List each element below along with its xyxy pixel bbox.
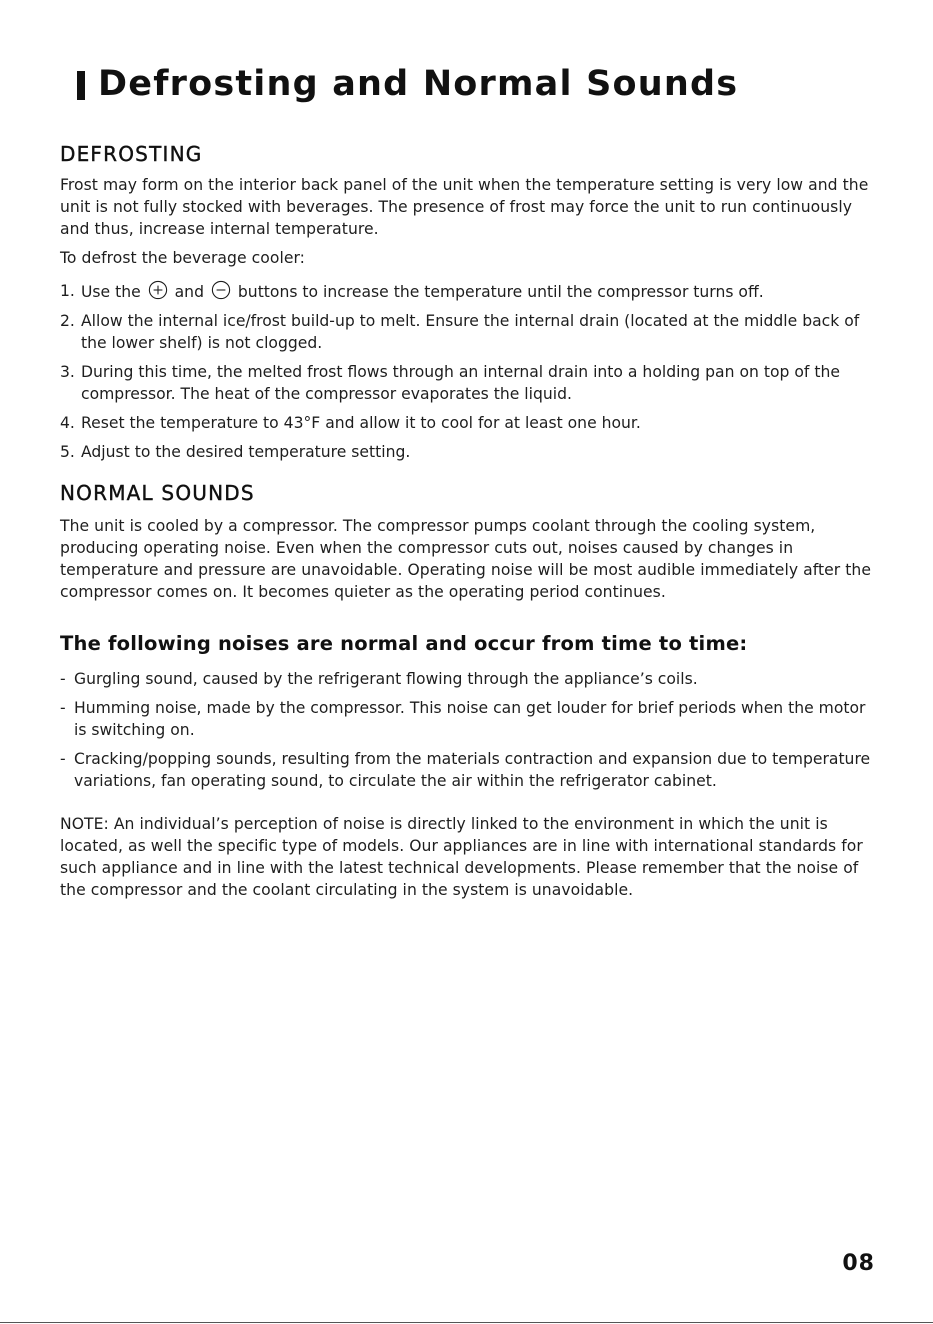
- normal-sounds-body: The unit is cooled by a compressor. The compressor pumps coolant through the cooling system, producing operating noise. Even when the compressor cuts out, noises caused by changes in temperature and pressure are unavoidable. Operating noise will be most audible immediately after the compressor comes on. It becomes quieter as the operating period continues.: [60, 517, 872, 601]
- page-title-text: Defrosting and Normal Sounds: [98, 64, 739, 104]
- defrosting-heading: DEFROSTING: [60, 142, 203, 166]
- normal-noises-list: [60, 668, 875, 799]
- list-item: [60, 697, 875, 741]
- noise-item-text: Humming noise, made by the compressor. This noise can get louder for brief periods when the motor is switching on.: [74, 699, 866, 739]
- step-number: 3.: [60, 363, 75, 381]
- list-item: [60, 310, 875, 354]
- normal-sounds-heading: NORMAL SOUNDS: [60, 481, 255, 505]
- step-text-pre: Use the: [81, 283, 141, 301]
- step-text: Adjust to the desired temperature setting.: [81, 443, 411, 461]
- plus-circle-icon: [148, 280, 168, 300]
- step-text: Allow the internal ice/frost build-up to melt. Ensure the internal drain (located at the middle back of the lower shelf) is not clogged.: [81, 312, 860, 352]
- defrost-steps-list: [60, 280, 875, 470]
- footer-divider: [0, 1322, 933, 1323]
- list-item: [60, 441, 875, 463]
- defrosting-intro: Frost may form on the interior back panel of the unit when the temperature setting is very low and the unit is not fully stocked with beverages. The presence of frost may force the unit to run continuously and thus, increase internal temperature.: [60, 176, 869, 238]
- list-item: [60, 361, 875, 405]
- step-text: During this time, the melted frost flows through an internal drain into a holding pan on top of the compressor. The heat of the compressor evaporates the liquid.: [81, 363, 840, 403]
- minus-circle-icon: [211, 280, 231, 300]
- title-accent-bar: [77, 71, 85, 100]
- step-number: 1.: [60, 282, 75, 300]
- step-number: 5.: [60, 443, 75, 461]
- defrosting-lead: To defrost the beverage cooler:: [60, 249, 305, 267]
- step-number: 2.: [60, 312, 75, 330]
- noise-item-text: Gurgling sound, caused by the refrigerant flowing through the appliance’s coils.: [74, 670, 698, 688]
- step-number: 4.: [60, 414, 75, 432]
- dash-bullet: -: [60, 699, 66, 717]
- step-text-post: buttons to increase the temperature until the compressor turns off.: [237, 283, 764, 301]
- dash-bullet: -: [60, 750, 66, 768]
- step-text: Reset the temperature to 43°F and allow it to cool for at least one hour.: [81, 414, 641, 432]
- step-text-mid: and: [174, 283, 204, 301]
- noise-note: NOTE: An individual’s perception of noise is directly linked to the environment in which the unit is located, as well the specific type of models. Our appliances are in line with international standards for such appliance and in line with the latest technical developments. Please remember that the noise of the compressor and the coolant circulating in the system is unavoidable.: [60, 815, 863, 899]
- dash-bullet: -: [60, 670, 66, 688]
- list-item: [60, 748, 875, 792]
- normal-noises-heading: The following noises are normal and occur from time to time:: [60, 632, 748, 655]
- noise-item-text: Cracking/popping sounds, resulting from the materials contraction and expansion due to temperature variations, fan operating sound, to circulate the air within the refrigerator cabinet.: [74, 750, 871, 790]
- list-item: [60, 280, 875, 303]
- page-title: [77, 56, 738, 112]
- list-item: [60, 412, 875, 434]
- page-number: 08: [842, 1251, 875, 1276]
- list-item: [60, 668, 875, 690]
